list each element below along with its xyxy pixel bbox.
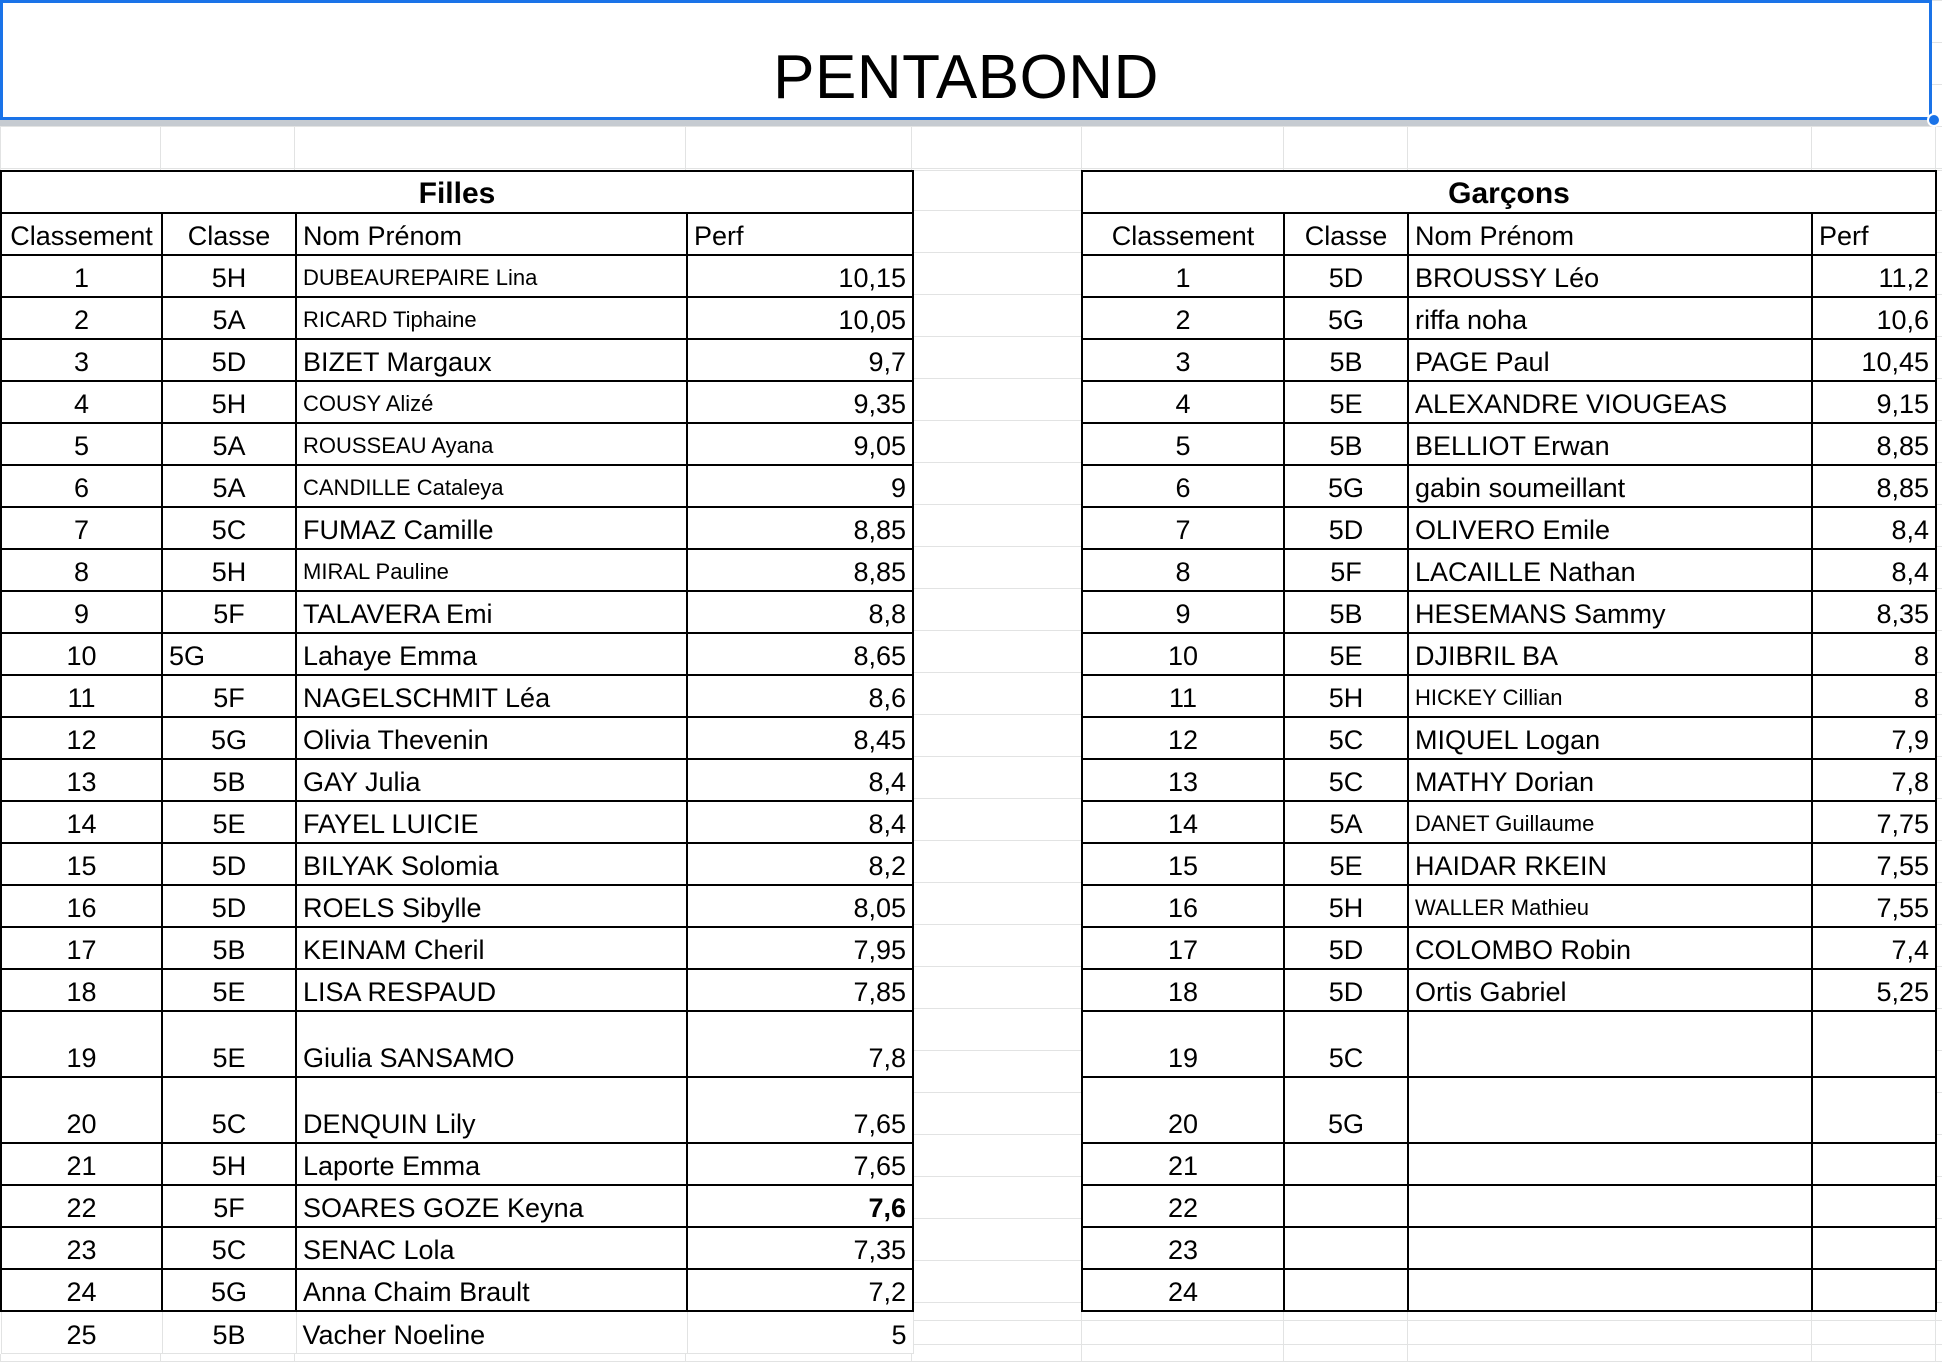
perf-cell[interactable]: 7,8 (1812, 759, 1936, 801)
table-row (1, 969, 913, 1011)
perf-cell[interactable]: 7,65 (687, 1143, 913, 1185)
name-cell[interactable]: DENQUIN Lily (296, 1077, 687, 1143)
table-row (1, 717, 913, 759)
perf-cell[interactable]: 7,2 (687, 1269, 913, 1311)
perf-cell[interactable]: 8,4 (1812, 507, 1936, 549)
table-row (1, 1311, 913, 1353)
rank-cell[interactable]: 4 (1082, 381, 1284, 423)
table-row (1, 549, 913, 591)
table-row (1082, 549, 1936, 591)
table-row (1, 339, 913, 381)
perf-cell[interactable] (1812, 1077, 1936, 1143)
rank-cell[interactable]: 5 (1082, 423, 1284, 465)
class-cell[interactable]: 5E (162, 1011, 296, 1077)
rank-cell[interactable]: 17 (1082, 927, 1284, 969)
table-row (1, 801, 913, 843)
table-row (1082, 381, 1936, 423)
table-row (1082, 1185, 1936, 1227)
perf-cell[interactable]: 9,35 (687, 381, 913, 423)
name-cell[interactable]: BILYAK Solomia (296, 843, 687, 885)
girls-column-header-row (1, 213, 913, 255)
rank-cell[interactable]: 23 (1, 1227, 162, 1269)
table-row (1, 591, 913, 633)
perf-cell[interactable]: 8,85 (687, 549, 913, 591)
rank-cell[interactable]: 9 (1082, 591, 1284, 633)
name-cell[interactable]: BELLIOT Erwan (1408, 423, 1812, 465)
rank-cell[interactable]: 6 (1082, 465, 1284, 507)
table-row (1, 1143, 913, 1185)
rank-cell[interactable]: 10 (1, 633, 162, 675)
class-cell[interactable]: 5G (162, 633, 296, 675)
perf-cell[interactable]: 10,6 (1812, 297, 1936, 339)
table-row (1082, 633, 1936, 675)
table-row (1082, 465, 1936, 507)
class-cell[interactable]: 5A (162, 465, 296, 507)
perf-cell[interactable]: 8 (1812, 675, 1936, 717)
girls-perf-header[interactable]: Perf (687, 213, 913, 255)
perf-cell[interactable] (1812, 1185, 1936, 1227)
perf-cell[interactable]: 5,25 (1812, 969, 1936, 1011)
perf-cell[interactable]: 7,55 (1812, 843, 1936, 885)
table-row (1082, 1227, 1936, 1269)
rank-cell[interactable]: 20 (1082, 1077, 1284, 1143)
name-cell[interactable]: Ortis Gabriel (1408, 969, 1812, 1011)
rank-cell[interactable]: 21 (1082, 1143, 1284, 1185)
rank-cell[interactable]: 14 (1, 801, 162, 843)
rank-cell[interactable]: 22 (1, 1185, 162, 1227)
table-row (1, 381, 913, 423)
girls-group-header-row (1, 171, 913, 213)
rank-cell[interactable]: 11 (1082, 675, 1284, 717)
name-cell[interactable]: SOARES GOZE Keyna (296, 1185, 687, 1227)
rank-cell[interactable]: 18 (1, 969, 162, 1011)
name-cell[interactable]: MIRAL Pauline (296, 549, 687, 591)
rank-cell[interactable]: 23 (1082, 1227, 1284, 1269)
table-row (1, 1269, 913, 1311)
girls-ranking-table (0, 170, 914, 1354)
perf-cell[interactable]: 9 (687, 465, 913, 507)
rank-cell[interactable]: 12 (1, 717, 162, 759)
class-cell[interactable]: 5H (1284, 675, 1408, 717)
rank-cell[interactable]: 5 (1, 423, 162, 465)
name-cell[interactable]: gabin soumeillant (1408, 465, 1812, 507)
perf-cell[interactable]: 8,05 (687, 885, 913, 927)
perf-cell[interactable]: 8,4 (687, 759, 913, 801)
class-cell[interactable]: 5D (1284, 507, 1408, 549)
class-cell[interactable]: 5E (162, 801, 296, 843)
table-row (1082, 1269, 1936, 1311)
name-cell[interactable]: NAGELSCHMIT Léa (296, 675, 687, 717)
name-cell[interactable]: DJIBRIL BA (1408, 633, 1812, 675)
class-cell[interactable]: 5H (162, 549, 296, 591)
name-cell[interactable] (1408, 1011, 1812, 1077)
class-cell[interactable]: 5B (162, 759, 296, 801)
boys-column-header-row (1082, 213, 1936, 255)
perf-cell[interactable]: 8,6 (687, 675, 913, 717)
table-row (1082, 675, 1936, 717)
table-row (1082, 507, 1936, 549)
table-row (1082, 1143, 1936, 1185)
girls-name-header[interactable]: Nom Prénom (296, 213, 687, 255)
rank-cell[interactable]: 12 (1082, 717, 1284, 759)
class-cell[interactable]: 5H (1284, 885, 1408, 927)
class-cell[interactable]: 5D (1284, 969, 1408, 1011)
class-cell[interactable]: 5E (1284, 381, 1408, 423)
perf-cell[interactable]: 8,35 (1812, 591, 1936, 633)
name-cell[interactable]: DANET Guillaume (1408, 801, 1812, 843)
name-cell[interactable]: Olivia Thevenin (296, 717, 687, 759)
name-cell[interactable] (1408, 1077, 1812, 1143)
selection-shadow (0, 120, 1934, 126)
rank-cell[interactable]: 4 (1, 381, 162, 423)
name-cell[interactable]: LACAILLE Nathan (1408, 549, 1812, 591)
class-cell[interactable] (1284, 1227, 1408, 1269)
class-cell[interactable]: 5C (162, 507, 296, 549)
rank-cell[interactable]: 11 (1, 675, 162, 717)
name-cell[interactable]: Laporte Emma (296, 1143, 687, 1185)
table-row (1, 1077, 913, 1143)
perf-cell[interactable]: 8,4 (1812, 549, 1936, 591)
class-cell[interactable]: 5F (162, 1185, 296, 1227)
class-cell[interactable] (1284, 1143, 1408, 1185)
perf-cell[interactable]: 7,9 (1812, 717, 1936, 759)
girls-group-header[interactable]: Filles (1, 171, 913, 213)
title-cell[interactable] (0, 0, 1932, 120)
rank-cell[interactable]: 21 (1, 1143, 162, 1185)
page-title: PENTABOND (773, 43, 1159, 112)
class-cell[interactable]: 5D (162, 885, 296, 927)
perf-cell[interactable]: 7,65 (687, 1077, 913, 1143)
rank-cell[interactable]: 8 (1082, 549, 1284, 591)
class-cell[interactable]: 5H (162, 255, 296, 297)
class-cell[interactable] (1284, 1185, 1408, 1227)
name-cell[interactable]: ROELS Sibylle (296, 885, 687, 927)
perf-cell[interactable] (1812, 1143, 1936, 1185)
class-cell[interactable]: 5C (1284, 1011, 1408, 1077)
class-cell[interactable]: 5D (1284, 927, 1408, 969)
perf-cell[interactable]: 7,85 (687, 969, 913, 1011)
rank-cell[interactable]: 15 (1082, 843, 1284, 885)
rank-cell[interactable]: 20 (1, 1077, 162, 1143)
name-cell[interactable]: Giulia SANSAMO (296, 1011, 687, 1077)
perf-cell[interactable]: 8,85 (1812, 465, 1936, 507)
class-cell[interactable]: 5E (1284, 633, 1408, 675)
perf-cell[interactable]: 5 (687, 1311, 913, 1353)
name-cell[interactable]: WALLER Mathieu (1408, 885, 1812, 927)
table-row (1, 1227, 913, 1269)
name-cell[interactable]: SENAC Lola (296, 1227, 687, 1269)
rank-cell[interactable]: 9 (1, 591, 162, 633)
rank-cell[interactable]: 7 (1082, 507, 1284, 549)
class-cell[interactable]: 5H (162, 381, 296, 423)
name-cell[interactable]: ALEXANDRE VIOUGEAS (1408, 381, 1812, 423)
table-row (1082, 423, 1936, 465)
perf-cell[interactable]: 9,05 (687, 423, 913, 465)
girls-class-header[interactable]: Classe (162, 213, 296, 255)
rank-cell[interactable]: 18 (1082, 969, 1284, 1011)
class-cell[interactable] (1284, 1269, 1408, 1311)
perf-cell[interactable]: 8,45 (687, 717, 913, 759)
name-cell[interactable]: OLIVERO Emile (1408, 507, 1812, 549)
perf-cell[interactable]: 8,4 (687, 801, 913, 843)
class-cell[interactable]: 5D (162, 843, 296, 885)
name-cell[interactable]: MIQUEL Logan (1408, 717, 1812, 759)
perf-cell[interactable]: 9,15 (1812, 381, 1936, 423)
rank-cell[interactable]: 17 (1, 927, 162, 969)
class-cell[interactable]: 5C (162, 1227, 296, 1269)
rank-cell[interactable]: 24 (1082, 1269, 1284, 1311)
table-row (1, 1185, 913, 1227)
class-cell[interactable]: 5G (1284, 1077, 1408, 1143)
rank-cell[interactable]: 2 (1082, 297, 1284, 339)
boys-perf-header[interactable]: Perf (1812, 213, 1936, 255)
perf-cell[interactable]: 10,05 (687, 297, 913, 339)
name-cell[interactable]: COUSY Alizé (296, 381, 687, 423)
class-cell[interactable]: 5C (162, 1077, 296, 1143)
name-cell[interactable]: RICARD Tiphaine (296, 297, 687, 339)
name-cell[interactable] (1408, 1143, 1812, 1185)
table-row (1082, 1077, 1936, 1143)
table-row (1, 423, 913, 465)
name-cell[interactable]: HESEMANS Sammy (1408, 591, 1812, 633)
rank-cell[interactable]: 15 (1, 843, 162, 885)
class-cell[interactable]: 5B (1284, 423, 1408, 465)
name-cell[interactable] (1408, 1227, 1812, 1269)
table-row (1, 885, 913, 927)
boys-group-header[interactable]: Garçons (1082, 171, 1936, 213)
name-cell[interactable]: HAIDAR RKEIN (1408, 843, 1812, 885)
name-cell[interactable]: ROUSSEAU Ayana (296, 423, 687, 465)
perf-cell[interactable]: 7,4 (1812, 927, 1936, 969)
boys-name-header[interactable]: Nom Prénom (1408, 213, 1812, 255)
rank-cell[interactable]: 1 (1082, 255, 1284, 297)
name-cell[interactable] (1408, 1185, 1812, 1227)
name-cell[interactable]: riffa noha (1408, 297, 1812, 339)
perf-cell[interactable]: 7,6 (687, 1185, 913, 1227)
table-row (1, 507, 913, 549)
table-row (1082, 255, 1936, 297)
name-cell[interactable]: PAGE Paul (1408, 339, 1812, 381)
class-cell[interactable]: 5C (1284, 759, 1408, 801)
name-cell[interactable]: BIZET Margaux (296, 339, 687, 381)
class-cell[interactable]: 5G (1284, 465, 1408, 507)
table-row (1082, 801, 1936, 843)
table-row (1082, 885, 1936, 927)
name-cell[interactable]: LISA RESPAUD (296, 969, 687, 1011)
table-row (1082, 1011, 1936, 1077)
boys-rank-header[interactable]: Classement (1082, 213, 1284, 255)
rank-cell[interactable]: 22 (1082, 1185, 1284, 1227)
name-cell[interactable]: GAY Julia (296, 759, 687, 801)
name-cell[interactable]: TALAVERA Emi (296, 591, 687, 633)
name-cell[interactable]: CANDILLE Cataleya (296, 465, 687, 507)
rank-cell[interactable]: 16 (1, 885, 162, 927)
table-row (1, 465, 913, 507)
name-cell[interactable]: MATHY Dorian (1408, 759, 1812, 801)
perf-cell[interactable] (1812, 1269, 1936, 1311)
perf-cell[interactable]: 8,85 (687, 507, 913, 549)
class-cell[interactable]: 5F (1284, 549, 1408, 591)
perf-cell[interactable]: 8 (1812, 633, 1936, 675)
rank-cell[interactable]: 1 (1, 255, 162, 297)
rank-cell[interactable]: 25 (1, 1311, 162, 1353)
perf-cell[interactable] (1812, 1011, 1936, 1077)
rank-cell[interactable]: 3 (1, 339, 162, 381)
perf-cell[interactable] (1812, 1227, 1936, 1269)
perf-cell[interactable]: 7,35 (687, 1227, 913, 1269)
class-cell[interactable]: 5E (1284, 843, 1408, 885)
name-cell[interactable] (1408, 1269, 1812, 1311)
class-cell[interactable]: 5A (162, 423, 296, 465)
rank-cell[interactable]: 2 (1, 297, 162, 339)
table-row (1082, 927, 1936, 969)
table-row (1082, 339, 1936, 381)
rank-cell[interactable]: 14 (1082, 801, 1284, 843)
perf-cell[interactable]: 8,8 (687, 591, 913, 633)
table-row (1, 843, 913, 885)
rank-cell[interactable]: 13 (1, 759, 162, 801)
name-cell[interactable]: FAYEL LUICIE (296, 801, 687, 843)
rank-cell[interactable]: 8 (1, 549, 162, 591)
selection-fill-handle[interactable] (1927, 113, 1941, 127)
class-cell[interactable]: 5G (1284, 297, 1408, 339)
name-cell[interactable]: Anna Chaim Brault (296, 1269, 687, 1311)
class-cell[interactable]: 5A (1284, 801, 1408, 843)
class-cell[interactable]: 5B (1284, 591, 1408, 633)
class-cell[interactable]: 5E (162, 969, 296, 1011)
name-cell[interactable]: Vacher Noeline (296, 1311, 687, 1353)
table-row (1, 759, 913, 801)
table-row (1, 675, 913, 717)
class-cell[interactable]: 5G (162, 717, 296, 759)
perf-cell[interactable]: 8,85 (1812, 423, 1936, 465)
class-cell[interactable]: 5F (162, 675, 296, 717)
class-cell[interactable]: 5B (1284, 339, 1408, 381)
boys-ranking-table (1081, 170, 1937, 1312)
rank-cell[interactable]: 3 (1082, 339, 1284, 381)
class-cell[interactable]: 5A (162, 297, 296, 339)
class-cell[interactable]: 5G (162, 1269, 296, 1311)
perf-cell[interactable]: 10,45 (1812, 339, 1936, 381)
class-cell[interactable]: 5D (1284, 255, 1408, 297)
perf-cell[interactable]: 8,65 (687, 633, 913, 675)
class-cell[interactable]: 5D (162, 339, 296, 381)
rank-cell[interactable]: 7 (1, 507, 162, 549)
table-row (1082, 843, 1936, 885)
class-cell[interactable]: 5B (162, 927, 296, 969)
class-cell[interactable]: 5H (162, 1143, 296, 1185)
table-row (1082, 717, 1936, 759)
table-row (1082, 969, 1936, 1011)
class-cell[interactable]: 5C (1284, 717, 1408, 759)
perf-cell[interactable]: 11,2 (1812, 255, 1936, 297)
table-row (1082, 297, 1936, 339)
rank-cell[interactable]: 19 (1082, 1011, 1284, 1077)
name-cell[interactable]: DUBEAUREPAIRE Lina (296, 255, 687, 297)
girls-rank-header[interactable]: Classement (1, 213, 162, 255)
boys-group-header-row (1082, 171, 1936, 213)
table-row (1082, 759, 1936, 801)
perf-cell[interactable]: 7,55 (1812, 885, 1936, 927)
table-row (1, 255, 913, 297)
table-row (1082, 591, 1936, 633)
perf-cell[interactable]: 7,8 (687, 1011, 913, 1077)
perf-cell[interactable]: 8,2 (687, 843, 913, 885)
name-cell[interactable]: BROUSSY Léo (1408, 255, 1812, 297)
rank-cell[interactable]: 24 (1, 1269, 162, 1311)
rank-cell[interactable]: 19 (1, 1011, 162, 1077)
perf-cell[interactable]: 10,15 (687, 255, 913, 297)
name-cell[interactable]: Lahaye Emma (296, 633, 687, 675)
name-cell[interactable]: KEINAM Cheril (296, 927, 687, 969)
perf-cell[interactable]: 7,95 (687, 927, 913, 969)
rank-cell[interactable]: 13 (1082, 759, 1284, 801)
name-cell[interactable]: COLOMBO Robin (1408, 927, 1812, 969)
name-cell[interactable]: FUMAZ Camille (296, 507, 687, 549)
perf-cell[interactable]: 7,75 (1812, 801, 1936, 843)
boys-class-header[interactable]: Classe (1284, 213, 1408, 255)
rank-cell[interactable]: 16 (1082, 885, 1284, 927)
class-cell[interactable]: 5B (162, 1311, 296, 1353)
name-cell[interactable]: HICKEY Cillian (1408, 675, 1812, 717)
table-row (1, 927, 913, 969)
perf-cell[interactable]: 9,7 (687, 339, 913, 381)
class-cell[interactable]: 5F (162, 591, 296, 633)
rank-cell[interactable]: 10 (1082, 633, 1284, 675)
table-row (1, 297, 913, 339)
rank-cell[interactable]: 6 (1, 465, 162, 507)
table-row (1, 1011, 913, 1077)
table-row (1, 633, 913, 675)
